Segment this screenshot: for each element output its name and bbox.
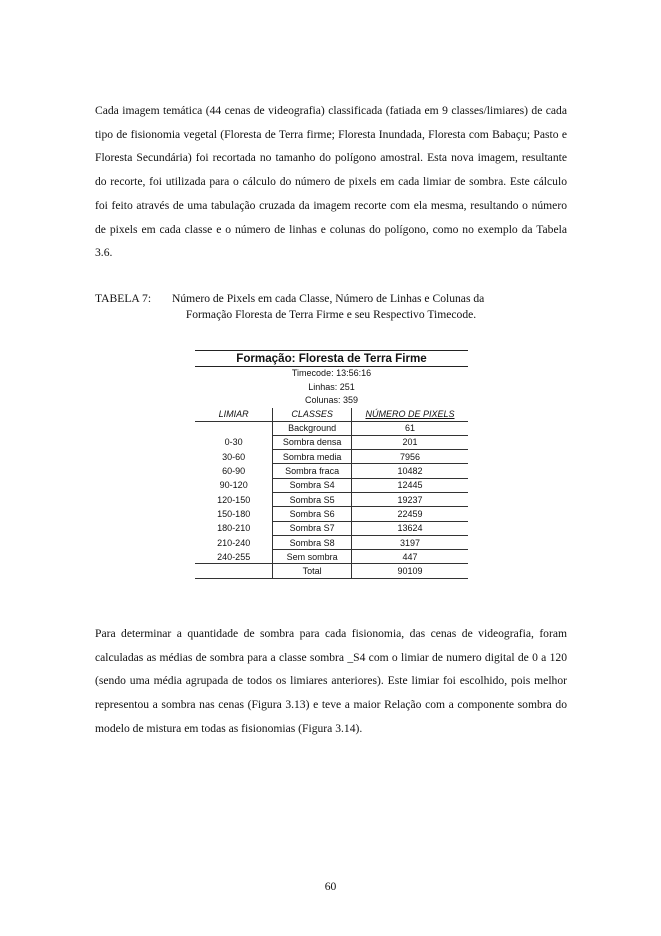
cell-pixels: 3197 <box>351 535 468 549</box>
method-paragraph: Para determinar a quantidade de sombra para cada fisionomia, das cenas de videografia, foram calculadas as médias de sombra para a classe sombra _S4 com o limiar de numero digital de 0 a 120 (sendo uma média agrupada de todos os limiares anteriores). Este limiar foi escolhido, pois melhor representou a sombra nas cenas (Figura 3.13) e teve a maior Relação com a componente sombra do modelo de mistura em todas as fisionomias (Figura 3.14). <box>95 627 567 735</box>
table-row <box>195 535 468 549</box>
cell-class: Sombra S5 <box>273 492 352 506</box>
table-row <box>195 507 468 521</box>
page-number: 60 <box>324 880 337 893</box>
table-row <box>195 492 468 506</box>
table-row <box>195 550 468 564</box>
cell-pixels: 12445 <box>351 478 468 492</box>
table-linhas: Linhas: 251 <box>308 381 355 392</box>
table-row <box>195 521 468 535</box>
cell-limiar: 240-255 <box>217 551 251 562</box>
header-classes: CLASSES <box>273 408 352 422</box>
total-label: Total <box>273 564 352 578</box>
cell-limiar: 210-240 <box>217 537 251 548</box>
cell-limiar: 150-180 <box>217 508 251 519</box>
cell-class: Sem sombra <box>273 550 352 564</box>
cell-pixels: 10482 <box>351 464 468 478</box>
caption-label: TABELA 7: <box>95 292 152 305</box>
caption-line-2: Formação Floresta de Terra Firme e seu Respectivo Timecode. <box>185 308 477 321</box>
table-row <box>195 450 468 464</box>
cell-pixels: 7956 <box>351 450 468 464</box>
header-pixels: NÚMERO DE PIXELS <box>351 408 468 422</box>
cell-class: Sombra S6 <box>273 507 352 521</box>
cell-limiar: 30-60 <box>222 451 246 462</box>
cell-limiar: 120-150 <box>217 494 251 505</box>
cell-class: Sombra S7 <box>273 521 352 535</box>
cell-empty <box>195 564 273 578</box>
cell-class: Sombra S8 <box>273 535 352 549</box>
header-limiar: LIMIAR <box>195 408 273 422</box>
table-timecode: Timecode: 13:56:16 <box>291 368 372 378</box>
table-total-row <box>195 564 468 578</box>
cell-limiar <box>195 421 273 435</box>
cell-class: Sombra densa <box>273 435 352 449</box>
cell-pixels: 13624 <box>351 521 468 535</box>
cell-pixels: 61 <box>351 421 468 435</box>
cell-limiar: 60-90 <box>222 466 246 477</box>
table-row <box>195 435 468 449</box>
pixel-count-table <box>195 350 468 579</box>
cell-pixels: 201 <box>351 435 468 449</box>
table-row <box>195 421 468 435</box>
cell-class: Sombra S4 <box>273 478 352 492</box>
table-title: Formação: Floresta de Terra Firme <box>195 350 468 367</box>
caption-line-1: Número de Pixels em cada Classe, Número de Linhas e Colunas da <box>172 292 485 305</box>
cell-pixels: 22459 <box>351 507 468 521</box>
total-value: 90109 <box>351 564 468 578</box>
cell-limiar: 90-120 <box>219 480 248 491</box>
table-caption <box>95 291 567 323</box>
cell-class: Sombra fraca <box>273 464 352 478</box>
table-colunas: Colunas: 359 <box>304 395 359 405</box>
table-header-row <box>195 408 468 422</box>
table-row <box>195 478 468 492</box>
cell-pixels: 19237 <box>351 492 468 506</box>
pixel-table <box>195 408 468 579</box>
cell-limiar: 0-30 <box>224 437 243 448</box>
cell-class: Background <box>273 421 352 435</box>
intro-paragraph: Cada imagem temática (44 cenas de videografia) classificada (fatiada em 9 classes/limiares) de cada tipo de fisionomia vegetal (Floresta de Terra firme; Floresta Inundada, Floresta com Babaçu; Pasto e Floresta Secundária) foi recortada no tamanho do polígono amostral. Esta nova imagem, resultante do recorte, foi utilizada para o cálculo do número de pixels em cada limiar de sombra. Este cálculo foi feito através de uma tabulação cruzada da imagem recorte com ela mesma, resultando o número de pixels em cada classe e o número de linhas e colunas do polígono, como no exemplo da Tabela 3.6. <box>95 104 567 260</box>
cell-limiar: 180-210 <box>217 523 251 534</box>
cell-class: Sombra media <box>273 450 352 464</box>
cell-pixels: 447 <box>351 550 468 564</box>
table-row <box>195 464 468 478</box>
